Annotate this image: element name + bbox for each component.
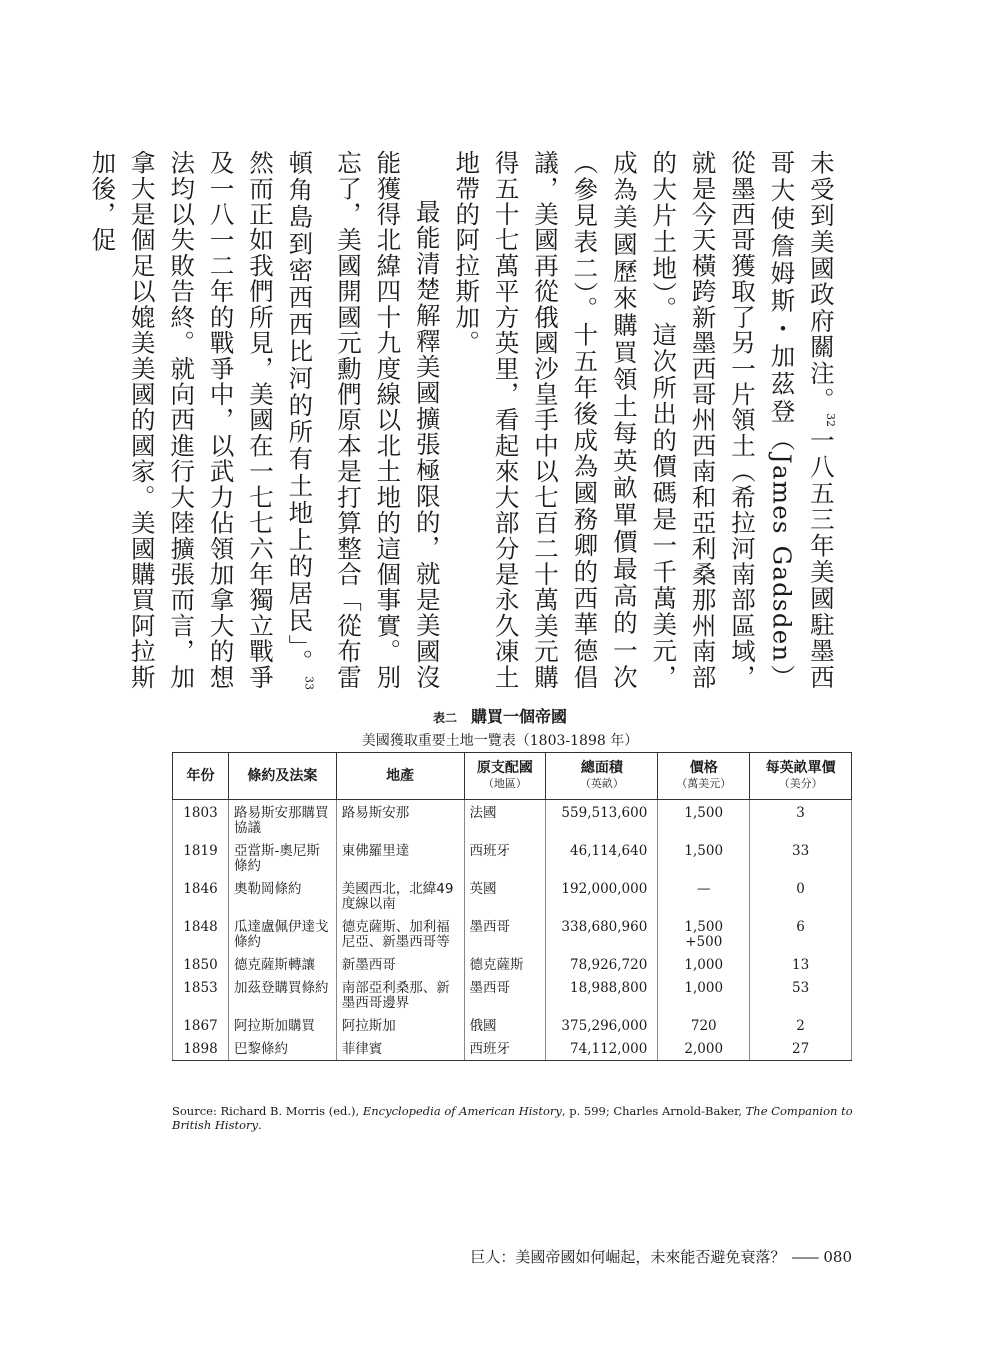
- land-acquisition-table: [172, 752, 852, 1061]
- table-subtitle: 美國獲取重要土地一覽表（1803-1898 年）: [361, 733, 639, 749]
- table-header-row: [173, 753, 852, 800]
- table-row: 1850 德克薩斯轉讓 新墨西哥 德克薩斯 78,926,720 1,000 13: [173, 953, 852, 976]
- header-unit-price: 每英畝單價 （美分）: [750, 753, 852, 800]
- source-book-1: Encyclopedia of American History: [362, 1104, 562, 1118]
- header-price: 價格 （萬美元）: [658, 753, 750, 800]
- body-text: [88, 150, 850, 691]
- source-book-2: The Companion to British History: [172, 1104, 853, 1132]
- table-row: 1898 巴黎條約 菲律賓 西班牙 74,112,000 2,000 27: [173, 1037, 852, 1061]
- footnote-ref-32[interactable]: 32: [824, 413, 837, 427]
- header-year: 年份: [173, 753, 229, 800]
- header-land: 地產: [336, 753, 464, 800]
- paragraph-1: 未受到美國政府關注。$^{32}$一八五三年美國駐墨西哥大使詹姆斯・加茲登（James Gadsden）從墨西哥獲取了另一片領土（希拉河南部區域，就是今天橫跨新墨西哥州西南和亞利桑那州南部的大片土地）。這次所出的價碼是一千萬美元，成為美國歷來購買領土每英畝單價最高的一次（參見表二）。十五年後成為國務卿的西華德倡議，美國再從俄國沙皇手中以七百二十萬美元購得五十七萬平方英里，看起來大部分是永久凍土地帶的阿拉斯加。: [452, 150, 837, 691]
- header-area: 總面積 （英畝）: [546, 753, 658, 800]
- table-row: 1867 阿拉斯加購買 阿拉斯加 俄國 375,296,000 720 2: [173, 1014, 852, 1037]
- table-label: 表二: [432, 711, 457, 725]
- table-title: [0, 704, 1000, 727]
- table-row: 1803 路易斯安那購買協議 路易斯安那 法國 559,513,600 1,500 3: [173, 800, 852, 840]
- page-footer: [470, 1246, 852, 1267]
- page-number: 080: [823, 1248, 852, 1266]
- table-row: 1846 奧勒岡條約 美國西北，北緯49 度線以南 英國 192,000,000 — 0: [173, 877, 852, 915]
- table-row: 1819 亞當斯-奧尼斯條約 東佛羅里達 西班牙 46,114,640 1,500 33: [173, 839, 852, 877]
- header-treaty: 條約及法案: [228, 753, 336, 800]
- table-source-note: Source: Richard B. Morris (ed.), Encyclopedia of American History, p. 599; Charles Arnold-Baker, The Companion to British History.: [172, 1104, 853, 1132]
- running-title: 巨人：美國帝國如何崛起，未來能否避免衰落？: [470, 1248, 786, 1266]
- footer-dash: ——: [791, 1248, 818, 1266]
- header-original-owner: 原支配國 （地區）: [464, 753, 546, 800]
- paragraph-2: 最能清楚解釋美國擴張極限的，就是美國沒能獲得北緯四十九度線以北土地的這個事實。別忘了，美國開國元勳們原本是打算整合「從布雷頓角島到密西西比河的所有土地上的居民」。$^{33}$然而正如我們所見，美國在一七七六年獨立戰爭及一八一二年的戰爭中，以武力佔領加拿大的想法均以失敗告終。就向西進行大陸擴張而言，加拿大是個足以媲美美國的國家。美國購買阿拉斯加後，促: [88, 150, 442, 690]
- table-title-text: 購買一個帝國: [471, 707, 568, 726]
- footnote-ref-33[interactable]: 33: [302, 676, 316, 690]
- table-row: 1853 加茲登購買條約 南部亞利桑那、新墨西哥邊界 墨西哥 18,988,800 1,000 53: [173, 976, 852, 1014]
- table-row: 1848 瓜達盧佩伊達戈條約 德克薩斯、加利福尼亞、新墨西哥等 墨西哥 338,680,960 1,500 +500 6: [173, 915, 852, 953]
